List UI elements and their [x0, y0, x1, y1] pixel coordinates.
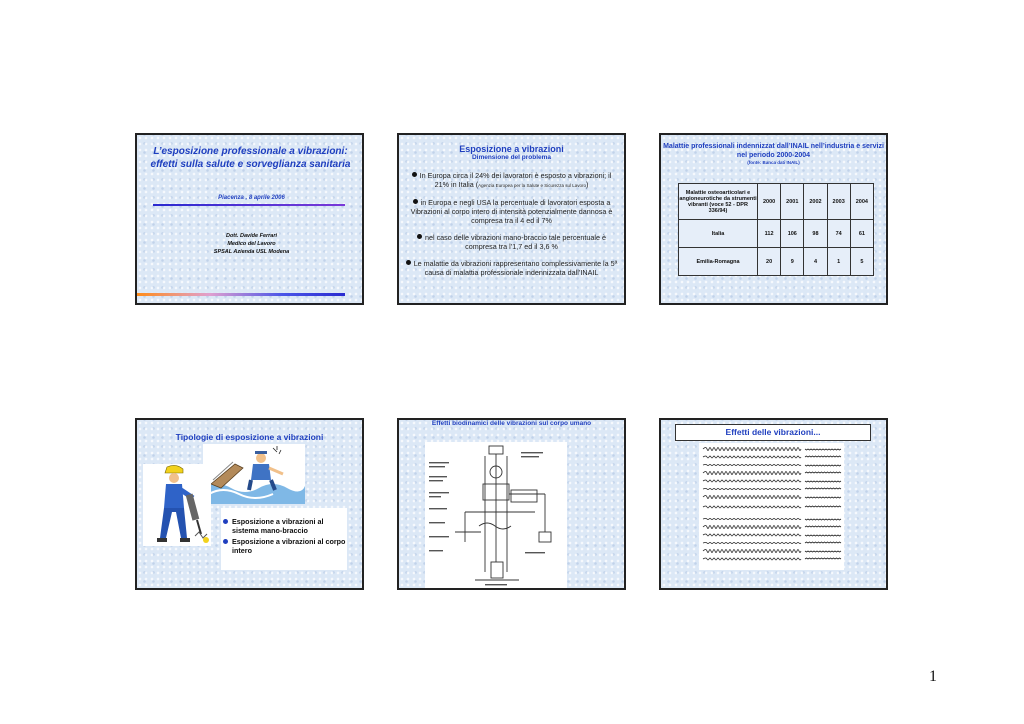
slide-4-exposure-types	[135, 418, 364, 590]
table-cell: 61	[850, 220, 873, 248]
trace-line	[805, 456, 841, 457]
trace-line	[805, 519, 841, 520]
table-cell: 112	[758, 220, 781, 248]
table-row	[679, 220, 874, 248]
table-corner-cell: Malattie osteoarticolari e angioneurotiche da strumenti vibranti (voce 52 - DPR 336/94)	[679, 184, 758, 220]
bullet-icon	[223, 539, 228, 544]
divider-bar	[153, 204, 345, 206]
handwriting-line	[703, 448, 801, 451]
slide-1-title	[135, 133, 364, 305]
table-cell: 4	[804, 248, 827, 276]
slide-heading: Esposizione a vibrazioni	[459, 144, 564, 154]
handwriting-line	[703, 543, 801, 544]
table-cell: 9	[781, 248, 804, 276]
trace-line	[805, 526, 841, 527]
slide-heading: Tipologie di esposizione a vibrazioni	[175, 432, 324, 442]
bullet-icon	[417, 234, 422, 239]
slide-heading: Malattie professionali indennizzat dall’INAIL nell’industria e servizi nel periodo 2000-2004	[663, 143, 884, 159]
row-label: Italia	[679, 220, 758, 248]
handwriting-line	[703, 519, 801, 520]
bullet-list	[405, 171, 618, 285]
bullet-icon	[406, 260, 411, 265]
year-header: 2002	[804, 184, 827, 220]
slide-5-biodynamic	[397, 418, 626, 590]
table-row	[679, 248, 874, 276]
trace-line	[805, 497, 841, 498]
data-source: (fonte: Banca dati INAIL)	[747, 160, 800, 165]
author-role: Medico del Lavoro	[227, 241, 276, 247]
handwriting-line	[703, 550, 801, 553]
table-header-row	[679, 184, 874, 220]
page-number: 1	[929, 668, 937, 685]
presentation-date: Piacenza , 8 aprile 2006	[218, 195, 285, 201]
bullet-icon	[413, 199, 418, 204]
handwriting-line	[703, 526, 801, 529]
handwriting-line	[703, 558, 801, 560]
bullet-item: In Europa circa il 24% dei lavoratori è esposto a vibrazioni; il 21% in Italia (Agenzia Europea per la Salute e Sicurezza sul Lavoro)	[405, 171, 618, 190]
vibration-apparatus-figure	[425, 442, 567, 588]
handwriting-line	[703, 496, 801, 499]
handwriting-line	[703, 480, 801, 482]
bullet-item: Le malattie da vibrazioni rappresentano complessivamente la 5ª causa di malattia professionale indennizzata dall’INAIL	[405, 259, 618, 277]
trace-line	[805, 506, 841, 507]
slide-6-effects	[659, 418, 888, 590]
handwriting-line	[703, 506, 801, 508]
handwriting-line	[703, 456, 801, 458]
bullet-icon	[412, 172, 417, 177]
handwriting-line	[703, 489, 801, 490]
table-cell: 1	[827, 248, 850, 276]
slide-heading: Effetti biodinamici delle vibrazioni sul corpo umano	[431, 420, 592, 427]
trace-line	[805, 558, 841, 559]
table-cell: 106	[781, 220, 804, 248]
handwriting-line	[703, 472, 801, 475]
trace-line	[805, 542, 841, 543]
trace-line	[805, 481, 841, 482]
year-header: 2000	[758, 184, 781, 220]
handwriting-samples-figure	[699, 443, 844, 570]
trace-line	[805, 551, 841, 552]
author-name: Dott. Davide Ferrari	[225, 233, 278, 239]
presentation-title: L’esposizione professionale a vibrazioni: effetti sulla salute e sorveglianza sanitaria	[150, 146, 351, 170]
trace-line	[805, 472, 841, 473]
table-cell: 5	[850, 248, 873, 276]
jackhammer-worker-illustration	[143, 464, 211, 546]
inail-table	[678, 183, 874, 276]
row-label: Emilia-Romagna	[679, 248, 758, 276]
author-org: SPSAL Azienda USL Modena	[213, 249, 290, 255]
bullet-item: nel caso delle vibrazioni mano-braccio tale percentuale è compresa tra l’1,7 ed il 3,6 %	[405, 233, 618, 251]
slide-heading: Effetti delle vibrazioni...	[675, 424, 871, 441]
handwriting-line	[703, 465, 801, 466]
table-cell: 74	[827, 220, 850, 248]
year-header: 2004	[850, 184, 873, 220]
author-block	[147, 232, 356, 256]
bullet-item: Esposizione a vibrazioni al sistema mano-braccio	[223, 517, 347, 535]
trace-line	[805, 535, 841, 536]
bullet-list	[223, 517, 347, 557]
footer-bar	[137, 293, 345, 296]
year-header: 2001	[781, 184, 804, 220]
trace-line	[805, 488, 841, 489]
slide-subheading: Dimensione del problema	[471, 154, 552, 161]
year-header: 2003	[827, 184, 850, 220]
bullet-item: Esposizione a vibrazioni al corpo intero	[223, 537, 347, 555]
boat-worker-illustration	[203, 444, 305, 504]
trace-line	[805, 449, 841, 450]
handwriting-line	[703, 534, 801, 536]
trace-line	[805, 465, 841, 466]
slide-2-problem	[397, 133, 626, 305]
table-cell: 98	[804, 220, 827, 248]
bullet-item: in Europa e negli USA la percentuale di lavoratori esposta a Vibrazioni al corpo intero di intensità potenzialmente dannosa è compresa tra il 4 ed il 7%	[410, 198, 613, 225]
bullet-icon	[223, 519, 228, 524]
table-cell: 20	[758, 248, 781, 276]
slide-3-inail-table	[659, 133, 888, 305]
